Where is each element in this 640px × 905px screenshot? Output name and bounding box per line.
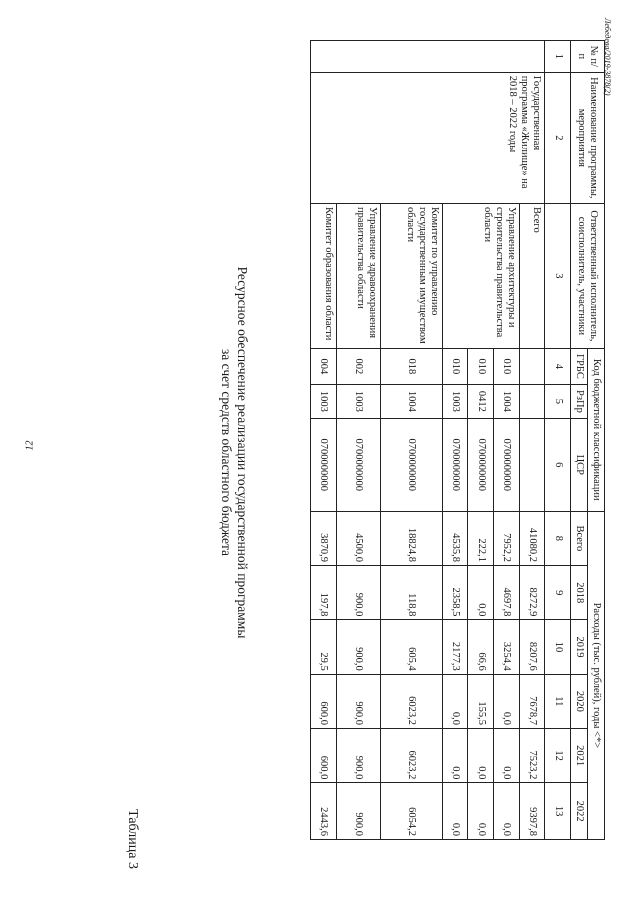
column-index: 1	[545, 41, 571, 73]
col-header-rzpr: РзПр	[571, 384, 588, 418]
budget-table	[310, 40, 605, 840]
total-cell: 4535,8	[442, 511, 468, 565]
year-2021-cell: 0,0	[442, 729, 468, 783]
grbs-cell: 018	[380, 348, 442, 384]
year-2019-cell: 900,0	[336, 620, 380, 674]
csr-cell: 0700000000	[442, 418, 468, 511]
grbs-cell: 002	[336, 348, 380, 384]
col-header-expenses: Расходы (тыс. рублей), годы <*>	[588, 511, 605, 839]
year-2021-cell: 0,0	[468, 729, 494, 783]
year-2019-cell: 605,4	[380, 620, 442, 674]
year-2018-cell: 197,8	[311, 566, 337, 620]
year-2018-cell: 4697,8	[493, 566, 519, 620]
col-header-year-2019: 2019	[571, 620, 588, 674]
year-2022-cell: 6054,2	[380, 783, 442, 840]
footer-stamp: Лебедева/2019-3878(2)	[603, 18, 612, 96]
year-2018-cell: 118,8	[380, 566, 442, 620]
column-index: 8	[545, 511, 571, 565]
executor-cell: Управление архитектуры и строительства правительства области	[442, 203, 519, 348]
total-cell: 3870,9	[311, 511, 337, 565]
col-header-year-2022: 2022	[571, 783, 588, 840]
year-2021-cell: 900,0	[336, 729, 380, 783]
year-2021-cell: 6023,2	[380, 729, 442, 783]
year-2019-cell: 66,6	[468, 620, 494, 674]
year-2020-cell: 0,0	[493, 674, 519, 728]
year-2021-cell: 7523,2	[519, 729, 545, 783]
col-header-year-2020: 2020	[571, 674, 588, 728]
year-2020-cell: 7678,7	[519, 674, 545, 728]
csr-cell: 0700000000	[336, 418, 380, 511]
year-2022-cell: 9397,8	[519, 783, 545, 840]
col-header-executor: Ответственный исполнитель, соисполнитель, участники	[571, 203, 605, 348]
year-2020-cell: 0,0	[442, 674, 468, 728]
total-cell: 4500,0	[336, 511, 380, 565]
column-index: 9	[545, 566, 571, 620]
year-2021-cell: 0,0	[493, 729, 519, 783]
grbs-cell: 010	[493, 348, 519, 384]
grbs-cell: 010	[468, 348, 494, 384]
year-2022-cell: 0,0	[442, 783, 468, 840]
rzpr-cell: 1004	[380, 384, 442, 418]
year-2020-cell: 900,0	[336, 674, 380, 728]
column-index: 3	[545, 203, 571, 348]
csr-cell: 0700000000	[493, 418, 519, 511]
col-header-year-2018: 2018	[571, 566, 588, 620]
year-2019-cell: 29,5	[311, 620, 337, 674]
column-index: 10	[545, 620, 571, 674]
program-name: Государственная программа «Жилище» на 2018 – 2022 годы	[311, 72, 545, 203]
csr-cell: 0700000000	[468, 418, 494, 511]
year-2018-cell: 900,0	[336, 566, 380, 620]
rzpr-cell	[519, 384, 545, 418]
executor-cell: Комитет образования области	[311, 203, 337, 348]
column-index: 11	[545, 674, 571, 728]
column-index: 13	[545, 783, 571, 840]
table-caption: Таблица 3	[125, 809, 140, 869]
table-row	[519, 41, 545, 840]
grbs-cell: 010	[442, 348, 468, 384]
rzpr-cell: 1003	[311, 384, 337, 418]
page-number: 12	[24, 440, 36, 451]
total-cell: 41080,2	[519, 511, 545, 565]
csr-cell: 0700000000	[311, 418, 337, 511]
year-2022-cell: 0,0	[468, 783, 494, 840]
document-title-line-1: Ресурсное обеспечение реализации государственной программы	[235, 266, 250, 639]
year-2020-cell: 155,5	[468, 674, 494, 728]
year-2018-cell: 8272,9	[519, 566, 545, 620]
col-header-grbs: ГРБС	[571, 348, 588, 384]
total-cell: 222,1	[468, 511, 494, 565]
column-index-row	[545, 41, 571, 840]
csr-cell: 0700000000	[380, 418, 442, 511]
grbs-cell	[519, 348, 545, 384]
col-header-budget-code: Код бюджетной классификации	[588, 348, 605, 511]
column-index: 12	[545, 729, 571, 783]
document-title-line-2: за счет средств областного бюджета	[219, 348, 234, 557]
column-index: 5	[545, 384, 571, 418]
year-2018-cell: 2358,5	[442, 566, 468, 620]
column-index: 4	[545, 348, 571, 384]
program-number	[311, 41, 545, 73]
document-title	[218, 20, 250, 885]
csr-cell	[519, 418, 545, 511]
year-2022-cell: 2443,6	[311, 783, 337, 840]
year-2019-cell: 3254,4	[493, 620, 519, 674]
year-2022-cell: 0,0	[493, 783, 519, 840]
year-2018-cell: 0,0	[468, 566, 494, 620]
year-2020-cell: 600,0	[311, 674, 337, 728]
executor-cell: Всего	[519, 203, 545, 348]
grbs-cell: 004	[311, 348, 337, 384]
col-header-num: № п/п	[571, 41, 605, 73]
rzpr-cell: 1003	[336, 384, 380, 418]
year-2020-cell: 6023,2	[380, 674, 442, 728]
year-2019-cell: 8207,6	[519, 620, 545, 674]
year-2022-cell: 900,0	[336, 783, 380, 840]
executor-cell: Управление здравоохранения правительства области	[336, 203, 380, 348]
executor-cell: Комитет по управлению государственным имуществом области	[380, 203, 442, 348]
total-cell: 7952,2	[493, 511, 519, 565]
column-index: 6	[545, 418, 571, 511]
col-header-total: Всего	[571, 511, 588, 565]
header-row-1	[588, 41, 605, 840]
col-header-year-2021: 2021	[571, 729, 588, 783]
col-header-name: Наименование программы, мероприятия	[571, 72, 605, 203]
column-index: 2	[545, 72, 571, 203]
rzpr-cell: 0412	[468, 384, 494, 418]
total-cell: 18824,8	[380, 511, 442, 565]
rzpr-cell: 1004	[493, 384, 519, 418]
col-header-csr: ЦСР	[571, 418, 588, 511]
rzpr-cell: 1003	[442, 384, 468, 418]
year-2019-cell: 2177,3	[442, 620, 468, 674]
year-2021-cell: 600,0	[311, 729, 337, 783]
